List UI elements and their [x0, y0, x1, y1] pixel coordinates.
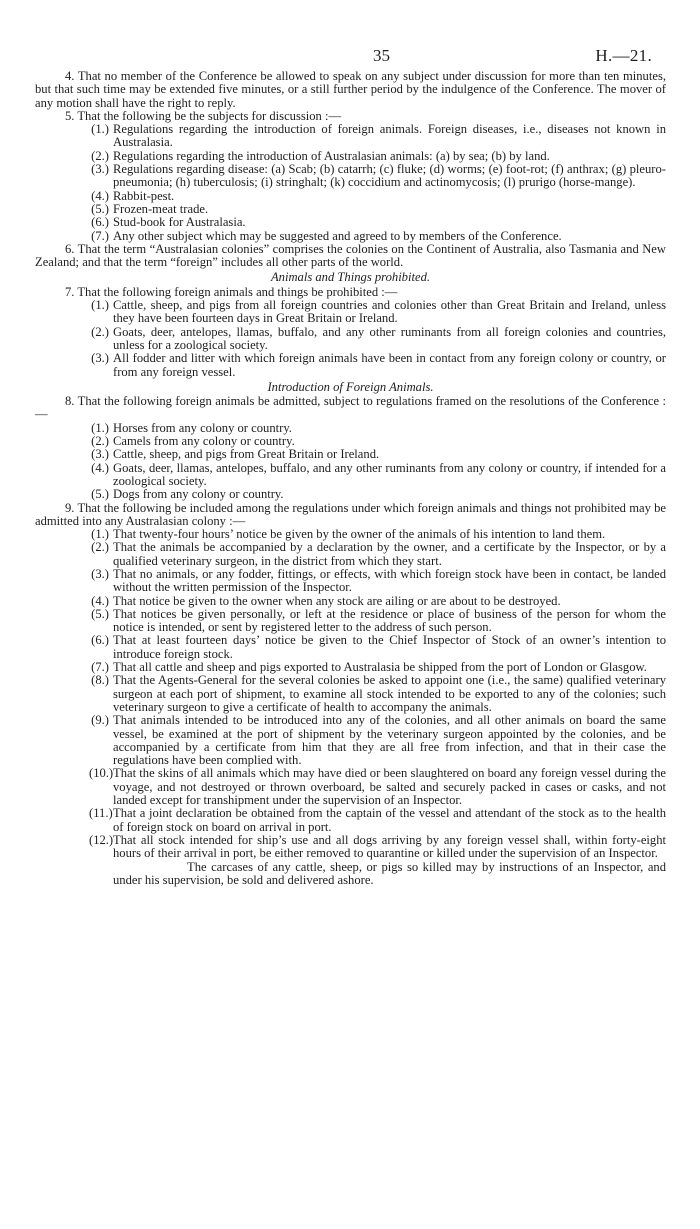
list-item — [35, 448, 666, 461]
section-heading-introduction-foreign-animals: Introduction of Foreign Animals. — [267, 379, 434, 394]
item-number: (5.) — [91, 606, 109, 621]
item-number: (4.) — [91, 188, 109, 203]
item-number: (1.) — [91, 298, 109, 313]
item-text: That the skins of all animals which may have died or been slaughtered on board any foreign vessel during the voyage, and not destroyed or thrown overboard, be salted and securely packed in cases or casks, and not landed except for transhipment under the supervision of an Inspector. — [113, 766, 666, 808]
list-item — [35, 767, 666, 807]
list-item — [35, 807, 666, 834]
list-item — [35, 216, 666, 229]
list-item — [35, 150, 666, 163]
list-item — [35, 674, 666, 714]
list-item — [35, 661, 666, 674]
list-item — [35, 834, 666, 861]
list-item — [35, 326, 666, 353]
item-text: Frozen-meat trade. — [113, 201, 209, 216]
paragraph-6: 6. That the term “Australasian colonies” comprises the colonies on the Continent of Australia, also Tasmania and New Zealand; and that the term “foreign” includes all other parts of the world. — [35, 241, 666, 270]
item-number: (6.) — [91, 215, 109, 230]
list-item — [35, 352, 666, 379]
item-text: Stud-book for Australasia. — [113, 215, 246, 230]
paragraph-7-intro: 7. That the following foreign animals and things be prohibited :— — [65, 284, 398, 299]
item-number: (3.) — [91, 351, 109, 366]
list-item — [35, 568, 666, 595]
item-text: Regulations regarding disease: (a) Scab; (b) catarrh; (c) fluke; (d) worms; (e) foot-rot; (f) anthrax; (g) pleuro-pneumonia; (h) tuberculosis; (i) stringhalt; (k) coccidium and actinomycosis; (l) prurigo (horse-mange). — [113, 162, 666, 190]
paragraph-9-list — [35, 528, 666, 860]
list-item — [35, 608, 666, 635]
list-item — [35, 123, 666, 150]
item-text: That no animals, or any fodder, fittings, or effects, with which foreign stock have been in contact, be landed without the written permission of the Inspector. — [113, 566, 666, 595]
list-item — [35, 422, 666, 435]
item-text: Camels from any colony or country. — [113, 434, 295, 449]
item-text: That at least fourteen days’ notice be given to the Chief Inspector of Stock of an owner’s intention to introduce foreign stock. — [113, 633, 666, 661]
paragraph-9-closing: The carcases of any cattle, sheep, or pigs so killed may by instructions of an Inspector, and under his supervision, be sold and delivered ashore. — [113, 859, 666, 887]
item-number: (9.) — [91, 713, 109, 728]
item-number: (1.) — [91, 420, 109, 435]
item-text: That the Agents-General for the several colonies be asked to appoint one (i.e., the same) qualified veterinary surgeon at each port of shipment, to examine all stock intended to be exported to any of the colonies; such veterinary surgeon to give a certificate of health to accompany the animals. — [113, 673, 666, 714]
item-number: (2.) — [91, 324, 109, 339]
paragraph-7-list — [35, 299, 666, 379]
item-number: (1.) — [91, 122, 109, 137]
list-item — [35, 714, 666, 767]
item-number: (10.) — [89, 766, 114, 781]
list-item — [35, 528, 666, 541]
item-text: Regulations regarding the introduction of foreign animals. Foreign diseases, i.e., diseases not known in Australasia. — [113, 122, 666, 150]
item-number: (5.) — [91, 201, 109, 216]
paragraph-8-list — [35, 422, 666, 502]
item-text: All fodder and litter with which foreign animals have been in contact from any foreign colony or country, or from any foreign vessel. — [113, 351, 666, 379]
item-text: Cattle, sheep, and pigs from Great Britain or Ireland. — [113, 447, 380, 462]
list-item — [35, 488, 666, 501]
item-number: (11.) — [89, 806, 113, 821]
item-number: (4.) — [91, 460, 109, 475]
paragraph-8-intro: 8. That the following foreign animals be admitted, subject to regulations framed on the resolutions of the Conference :— — [35, 394, 666, 422]
paragraph-5-intro: 5. That the following be the subjects for discussion :— — [65, 108, 342, 123]
list-item — [35, 595, 666, 608]
paragraph-5-list — [35, 123, 666, 243]
item-number: (3.) — [91, 447, 109, 462]
document-body — [35, 70, 666, 887]
item-number: (12.) — [89, 832, 114, 847]
page-header — [35, 0, 666, 70]
item-text: Regulations regarding the introduction of Australasian animals: (a) by sea; (b) by land. — [113, 148, 550, 163]
item-number: (1.) — [91, 527, 109, 542]
list-item — [35, 203, 666, 216]
list-item — [35, 299, 666, 326]
item-number: (6.) — [91, 633, 109, 648]
item-number: (7.) — [91, 228, 109, 243]
item-number: (7.) — [91, 660, 109, 675]
item-text: That a joint declaration be obtained from the captain of the vessel and attendant of the stock as to the health of foreign stock on board on arrival in port. — [113, 806, 666, 834]
paragraph-9-intro: 9. That the following be included among the regulations under which foreign animals and things not prohibited may be admitted into any Australasian colony :— — [35, 500, 666, 528]
item-text: That notices be given personally, or left at the residence or place of business of the person for whom the notice is intended, or sent by registered letter to the address of such person. — [113, 606, 666, 635]
item-text: That animals intended to be introduced into any of the colonies, and all other animals on board the same vessel, be examined at the port of shipment by the veterinary surgeon appointed by the colonies, and be accompanied by a certificate from him that they are all free from infection, and that in their case the regulations have been complied with. — [113, 713, 666, 768]
list-item — [35, 230, 666, 243]
item-text: Goats, deer, antelopes, llamas, buffalo, and any other ruminants from all foreign colonies and countries, unless for a zoological society. — [113, 324, 666, 352]
item-number: (2.) — [91, 540, 109, 555]
list-item — [35, 462, 666, 489]
item-number: (2.) — [91, 148, 109, 163]
item-number: (3.) — [91, 162, 109, 177]
item-text: That twenty-four hours’ notice be given by the owner of the animals of his intention to land them. — [113, 527, 606, 542]
list-item — [35, 435, 666, 448]
item-number: (2.) — [91, 434, 109, 449]
paper-reference: H.—21. — [595, 46, 652, 65]
item-text: Any other subject which may be suggested and agreed to by members of the Conference. — [113, 228, 562, 243]
list-item — [35, 190, 666, 203]
item-text: Cattle, sheep, and pigs from all foreign countries and colonies other than Great Britain and Ireland, unless they have been fourteen days in Great Britain or Ireland. — [113, 298, 666, 326]
item-text: Dogs from any colony or country. — [113, 487, 284, 502]
list-item — [35, 541, 666, 568]
item-text: That the animals be accompanied by a declaration by the owner, and a certificate by the Inspector, or by a qualified veterinary surgeon, in the district from which they start. — [113, 540, 666, 568]
list-item — [35, 634, 666, 661]
item-text: That all cattle and sheep and pigs exported to Australasia be shipped from the port of London or Glasgow. — [113, 660, 647, 675]
item-text: Rabbit-pest. — [113, 188, 175, 203]
item-text: Horses from any colony or country. — [113, 420, 292, 435]
item-number: (3.) — [91, 566, 109, 581]
list-item — [35, 163, 666, 190]
item-number: (4.) — [91, 593, 109, 608]
section-heading-animals-prohibited: Animals and Things prohibited. — [270, 270, 431, 285]
item-text: That all stock intended for ship’s use and all dogs arriving by any foreign vessel shall, within forty-eight hours of their arrival in port, be either removed to quarantine or killed under the supervision of an Inspector. — [113, 832, 666, 861]
item-number: (5.) — [91, 487, 109, 502]
item-text: Goats, deer, llamas, antelopes, buffalo, and any other ruminants from any colony or country, if intended for a zoological society. — [113, 460, 666, 488]
item-number: (8.) — [91, 673, 109, 688]
page-number: 35 — [373, 46, 390, 65]
item-text: That notice be given to the owner when any stock are ailing or are about to be destroyed. — [113, 593, 561, 608]
paragraph-4: 4. That no member of the Conference be allowed to speak on any subject under discussion for more than ten minutes, but that such time may be extended five minutes, or a still further period by the indulgence of the Conference. The mover of any motion shall have the right to reply. — [35, 69, 666, 110]
